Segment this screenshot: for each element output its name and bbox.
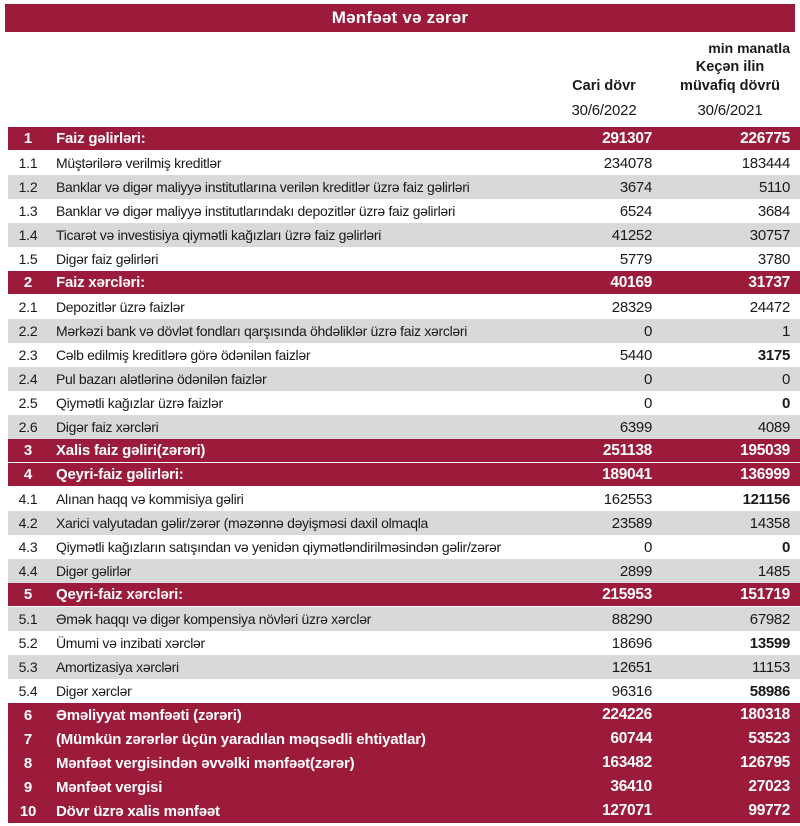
value-current-period: 5440: [619, 346, 652, 364]
report-title-bar: [5, 4, 795, 32]
table-row: [8, 343, 800, 367]
value-current-period: 6524: [619, 202, 652, 220]
row-label: Depozitlər üzrə faizlər: [56, 299, 185, 315]
row-label: Mərkəzi bank və dövlət fondları qarşısında öhdəliklər üzrə faiz xərcləri: [56, 323, 468, 339]
pl-table: [8, 127, 800, 823]
value-current-period: 36410: [610, 778, 652, 795]
row-number: 1.3: [18, 203, 38, 219]
row-label: Banklar və digər maliyyə institutlarına verilən kreditlər üzrə faiz gəlirləri: [56, 179, 470, 195]
value-previous-period: 226775: [740, 129, 790, 147]
table-row: [8, 679, 800, 703]
row-label: (Mümkün zərərlər üçün yaradılan məqsədli ehtiyatlar): [56, 730, 426, 748]
value-previous-period: 1485: [757, 562, 790, 580]
row-number: 10: [19, 802, 37, 820]
table-row: [8, 319, 800, 343]
value-previous-period: 151719: [740, 585, 790, 603]
row-label: Müştərilərə verilmiş kreditlər: [56, 155, 222, 171]
row-label: Banklar və digər maliyyə institutlarındakı depozitlər üzrə faiz gəlirləri: [56, 203, 456, 219]
value-current-period: 28329: [611, 298, 652, 316]
row-number: 3: [23, 442, 33, 459]
row-label: Faiz xərcləri:: [56, 274, 145, 291]
value-current-period: 251138: [602, 441, 652, 459]
table-row: [8, 775, 800, 799]
row-number: 5.3: [18, 659, 38, 675]
row-number: 5.4: [18, 683, 38, 699]
row-number: 2: [23, 274, 33, 291]
table-row: [8, 223, 800, 247]
table-row: [8, 655, 800, 679]
row-label: Cəlb edilmiş kreditlərə görə ödənilən faizlər: [56, 347, 311, 363]
value-previous-period: 5110: [758, 178, 790, 196]
table-row: [8, 799, 800, 823]
row-number: 7: [23, 730, 33, 748]
table-row: [8, 247, 800, 271]
value-previous-period: 180318: [740, 706, 790, 723]
row-label: Digər faiz gəlirləri: [56, 251, 159, 267]
value-current-period: 23589: [611, 514, 652, 532]
value-previous-period: 30757: [749, 226, 790, 244]
row-label: Xalis faiz gəliri(zərəri): [56, 442, 206, 459]
table-row: [8, 535, 800, 559]
table-row: [8, 391, 800, 415]
table-row: [8, 127, 800, 151]
row-label: Əmək haqqı və digər kompensiya növləri üzrə xərclər: [56, 611, 372, 627]
row-number: 4: [23, 466, 33, 483]
table-row: [8, 727, 800, 751]
value-previous-period: 14358: [749, 514, 790, 532]
row-label: Mənfəət vergisi: [56, 778, 163, 796]
row-label: Alınan haqq və kommisiya gəliri: [56, 491, 244, 507]
value-previous-period: 24472: [749, 298, 790, 316]
value-current-period: 224226: [602, 706, 652, 723]
row-number: 1.1: [18, 155, 38, 171]
row-label: Digər xərclər: [56, 683, 132, 699]
value-previous-period: 31737: [748, 273, 790, 291]
value-current-period: 215953: [602, 585, 652, 603]
table-row: [8, 751, 800, 775]
value-previous-period: 27023: [748, 778, 790, 795]
value-previous-period: 195039: [740, 441, 790, 459]
value-previous-period: 13599: [749, 634, 790, 652]
row-label: Ticarət və investisiya qiymətli kağızları üzrə faiz gəlirləri: [56, 227, 382, 243]
value-previous-period: 53523: [748, 730, 790, 747]
row-number: 1: [23, 130, 33, 147]
table-row: [8, 175, 800, 199]
table-row: [8, 607, 800, 631]
table-row: [8, 151, 800, 175]
table-row: [8, 271, 800, 295]
value-previous-period: 0: [781, 538, 790, 556]
value-previous-period: 183444: [741, 154, 790, 172]
value-previous-period: 67982: [749, 610, 790, 628]
value-current-period: 96316: [611, 682, 652, 700]
value-current-period: 127071: [602, 802, 652, 819]
row-number: 1.5: [18, 251, 38, 267]
row-number: 2.2: [18, 323, 38, 339]
row-label: Dövr üzrə xalis mənfəət: [56, 802, 220, 820]
row-label: Mənfəət vergisindən əvvəlki mənfəət(zərər): [56, 754, 355, 772]
table-row: [8, 199, 800, 223]
row-number: 2.3: [18, 347, 38, 363]
row-label: Əməliyyat mənfəəti (zərəri): [56, 706, 242, 724]
value-current-period: 3674: [619, 178, 652, 196]
table-row: [8, 559, 800, 583]
table-row: [8, 415, 800, 439]
row-label: Xarici valyutadan gəlir/zərər (məzənnə dəyişməsi daxil olmaqla: [56, 515, 429, 531]
value-previous-period: 0: [781, 370, 790, 388]
value-current-period: 163482: [602, 754, 652, 771]
row-number: 4.3: [18, 539, 38, 555]
value-previous-period: 99772: [748, 802, 790, 819]
table-row: [8, 511, 800, 535]
row-number: 9: [23, 778, 33, 796]
row-number: 5.1: [18, 611, 38, 627]
value-current-period: 12651: [611, 658, 652, 676]
row-label: Qiymətli kağızların satışından və yenidən qiymətləndirilməsindən gəlir/zərər: [56, 539, 501, 555]
row-label: Qeyri-faiz xərcləri:: [56, 586, 183, 603]
row-label: Digər faiz xərcləri: [56, 419, 159, 435]
table-row: [8, 295, 800, 319]
row-label: Digər gəlirlər: [56, 563, 132, 579]
table-row: [8, 487, 800, 511]
value-previous-period: 126795: [740, 754, 790, 771]
row-number: 4.2: [18, 515, 38, 531]
column-dates: [8, 102, 800, 119]
value-current-period: 291307: [602, 129, 652, 147]
row-number: 2.5: [18, 395, 38, 411]
column-headers: [8, 58, 800, 96]
value-previous-period: 136999: [740, 465, 790, 483]
value-previous-period: 3780: [757, 250, 790, 268]
row-label: Faiz gəlirləri:: [56, 130, 146, 147]
row-number: 1.4: [18, 227, 38, 243]
value-current-period: 0: [643, 370, 652, 388]
value-previous-period: 11153: [752, 658, 790, 676]
row-label: Qeyri-faiz gəlirləri:: [56, 466, 184, 483]
value-previous-period: 3684: [757, 202, 790, 220]
table-row: [8, 463, 800, 487]
value-current-period: 6399: [619, 418, 652, 436]
value-current-period: 0: [643, 538, 652, 556]
column-header-previous: Keçən ilin müvafiq dövrü: [680, 59, 780, 94]
table-row: [8, 631, 800, 655]
value-previous-period: 1: [781, 322, 790, 340]
column-date-previous: 30/6/2021: [697, 102, 763, 119]
row-number: 2.6: [18, 419, 38, 435]
table-row: [8, 439, 800, 463]
value-current-period: 2899: [619, 562, 652, 580]
table-row: [8, 703, 800, 727]
row-number: 4.4: [18, 563, 38, 579]
value-previous-period: 58986: [749, 682, 790, 700]
row-number: 4.1: [18, 491, 38, 507]
row-label: Qiymətli kağızlar üzrə faizlər: [56, 395, 223, 411]
report-title: Mənfəət və zərər: [331, 8, 469, 27]
table-row: [8, 583, 800, 607]
value-current-period: 18696: [611, 634, 652, 652]
column-date-current: 30/6/2022: [571, 102, 637, 119]
value-previous-period: 3175: [757, 346, 790, 364]
row-number: 2.1: [18, 299, 38, 315]
value-previous-period: 121156: [742, 490, 790, 508]
value-current-period: 41252: [611, 226, 652, 244]
value-current-period: 0: [643, 322, 652, 340]
row-label: Ümumi və inzibati xərclər: [56, 635, 205, 651]
value-current-period: 40169: [610, 273, 652, 291]
column-header-current: Cari dövr: [572, 78, 636, 94]
row-number: 5: [23, 586, 33, 603]
value-current-period: 5779: [619, 250, 652, 268]
value-current-period: 189041: [602, 465, 652, 483]
row-number: 6: [23, 706, 33, 724]
row-label: Amortizasiya xərcləri: [56, 659, 179, 675]
unit-note: min manatla: [708, 40, 790, 56]
value-current-period: 88290: [611, 610, 652, 628]
value-current-period: 234078: [603, 154, 652, 172]
value-previous-period: 4089: [757, 418, 790, 436]
value-current-period: 0: [643, 394, 652, 412]
row-number: 1.2: [18, 179, 38, 195]
table-row: [8, 367, 800, 391]
row-number: 8: [23, 754, 33, 772]
value-current-period: 60744: [610, 730, 652, 747]
row-label: Pul bazarı alətlərinə ödənilən faizlər: [56, 371, 267, 387]
row-number: 5.2: [18, 635, 38, 651]
value-previous-period: 0: [781, 394, 790, 412]
row-number: 2.4: [18, 371, 38, 387]
value-current-period: 162553: [603, 490, 652, 508]
